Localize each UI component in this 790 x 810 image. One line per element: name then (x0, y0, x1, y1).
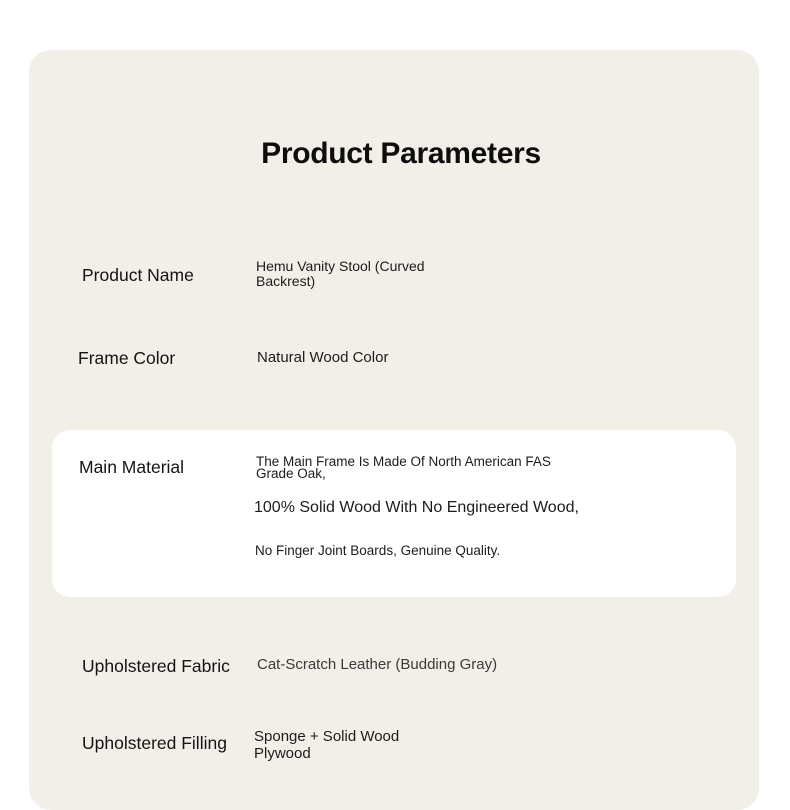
param-value-line: Sponge + Solid Wood (254, 728, 400, 745)
param-value-main-material (256, 456, 551, 480)
param-value-frame-color (257, 350, 388, 365)
param-value-product-name (256, 259, 425, 289)
param-value-line: Plywood (254, 745, 311, 762)
param-value-line: The Main Frame Is Made Of North American FAS (256, 454, 551, 469)
param-value-line: Hemu Vanity Stool (Curved (256, 258, 425, 274)
param-value-line: Natural Wood Color (257, 349, 389, 366)
param-label-main-material: Main Material (79, 457, 185, 477)
param-value-line: Grade Oak, (256, 466, 326, 481)
page-title: Product Parameters (261, 137, 541, 170)
param-value-line: Cat-Scratch Leather (Budding Gray) (257, 656, 498, 673)
param-label-upholstered-fabric: Upholstered Fabric (82, 656, 230, 676)
param-value-line: Backrest) (256, 273, 316, 289)
param-value-main-material-line-3: 100% Solid Wood With No Engineered Wood, (254, 499, 579, 516)
param-label-upholstered-filling: Upholstered Filling (82, 733, 227, 753)
param-value-main-material-line-4: No Finger Joint Boards, Genuine Quality. (255, 543, 501, 558)
param-label-product-name: Product Name (82, 265, 194, 285)
param-value-upholstered-fabric (257, 657, 497, 672)
param-value-upholstered-filling (254, 728, 399, 762)
param-label-frame-color: Frame Color (78, 348, 176, 368)
